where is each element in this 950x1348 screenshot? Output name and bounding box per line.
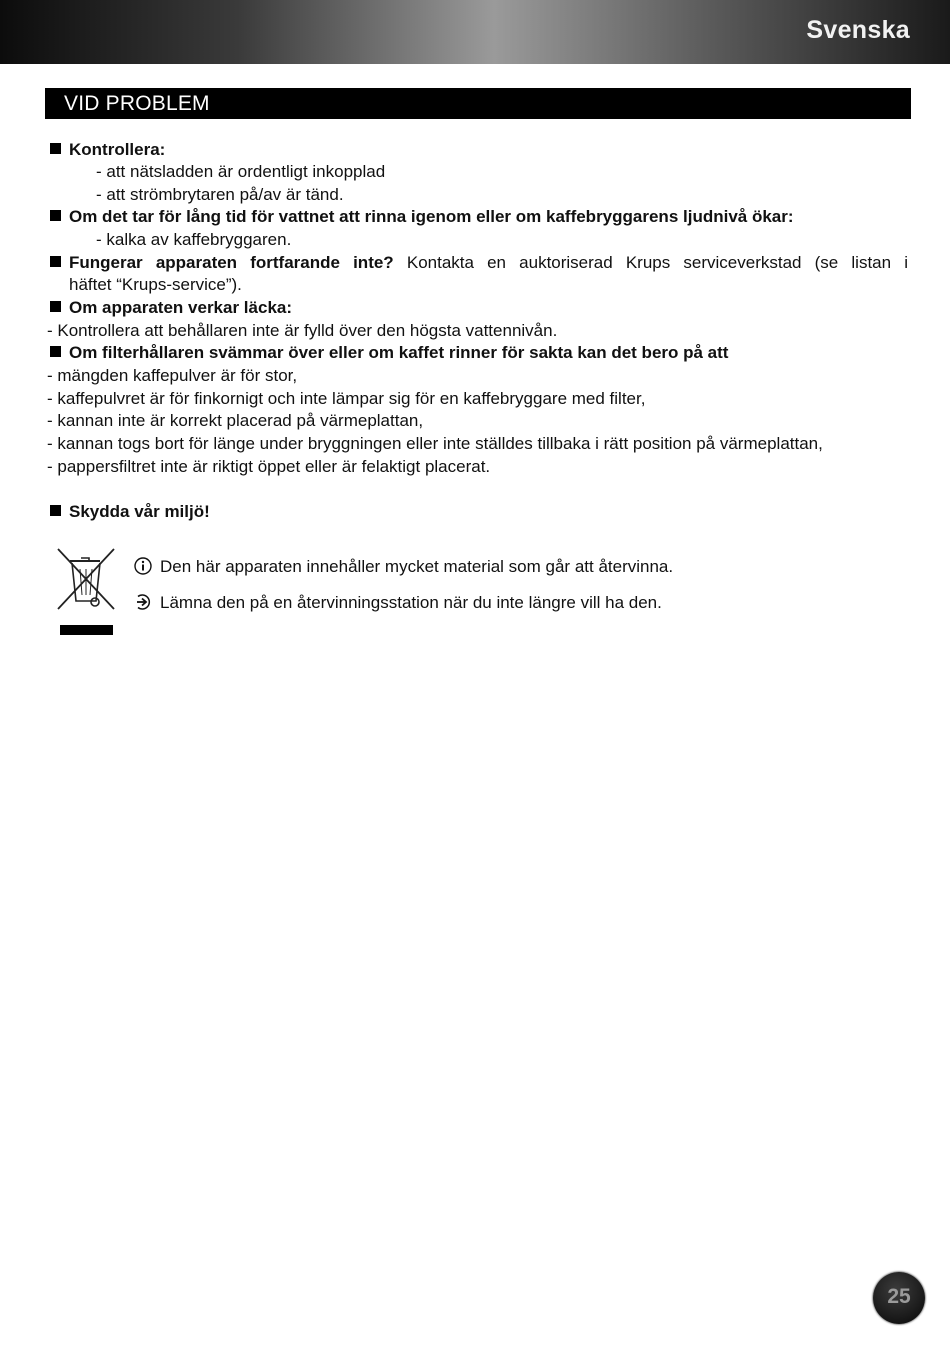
section-title-bar (45, 88, 911, 119)
bullet-square-icon (50, 256, 61, 267)
environment-heading-line (50, 501, 210, 523)
overflow-item: - pappersfiltret inte är riktigt öppet eller är felaktigt placerat. (47, 457, 491, 476)
section-title: VID PROBLEM (64, 92, 210, 115)
slow-heading: Om det tar för lång tid för vattnet att rinna igenom eller om kaffebryggarens ljudnivå ökar: (69, 207, 794, 226)
language-label: Svenska (806, 16, 910, 44)
check-heading: Kontrollera: (69, 140, 166, 159)
overflow-heading-line (50, 342, 728, 364)
bullet-square-icon (50, 505, 61, 516)
overflow-item: - kannan inte är korrekt placerad på värmeplattan, (47, 411, 424, 430)
environment-heading: Skydda vår miljö! (69, 502, 210, 521)
info-line (134, 556, 673, 578)
page-number: 25 (887, 1285, 911, 1308)
page-number-badge (873, 1272, 925, 1324)
header-band (0, 0, 950, 64)
circled-arrow-icon (134, 593, 152, 611)
check-item: - att strömbrytaren på/av är tänd. (96, 185, 344, 204)
overflow-item: - kannan togs bort för länge under bryggningen eller inte ställdes tillbaka i rätt position på värmeplattan, (47, 434, 823, 453)
bullet-square-icon (50, 210, 61, 221)
leak-item: - Kontrollera att behållaren inte är fylld över den högsta vattennivån. (47, 321, 558, 340)
notworking-heading: Fungerar apparaten fortfarande inte? (69, 253, 394, 272)
slow-heading-line (50, 206, 794, 228)
notworking-line (50, 252, 908, 274)
arrow-text: Lämna den på en återvinningsstation när du inte längre vill ha den. (160, 593, 662, 612)
notworking-text-cont: häftet “Krups-service”). (69, 275, 242, 294)
slow-item: - kalka av kaffebryggaren. (96, 230, 292, 249)
leak-heading: Om apparaten verkar läcka: (69, 298, 293, 317)
info-circle-icon (134, 557, 152, 575)
bullet-square-icon (50, 143, 61, 154)
overflow-heading: Om filterhållaren svämmar över eller om kaffet rinner för sakta kan det bero på att (69, 343, 729, 362)
leak-heading-line (50, 297, 292, 319)
notworking-text: Kontakta en auktoriserad Krups serviceverkstad (se listan i (406, 253, 909, 272)
bullet-square-icon (50, 346, 61, 357)
overflow-item: - mängden kaffepulver är för stor, (47, 366, 298, 385)
overflow-item: - kaffepulvret är för finkornigt och inte lämpar sig för en kaffebryggare med filter, (47, 389, 646, 408)
info-text: Den här apparaten innehåller mycket material som går att återvinna. (160, 557, 674, 576)
bullet-square-icon (50, 301, 61, 312)
check-heading-line (50, 139, 165, 161)
crossed-out-wheelie-bin-icon (54, 545, 118, 640)
arrow-line (134, 592, 662, 614)
check-item: - att nätsladden är ordentligt inkopplad (96, 162, 386, 181)
